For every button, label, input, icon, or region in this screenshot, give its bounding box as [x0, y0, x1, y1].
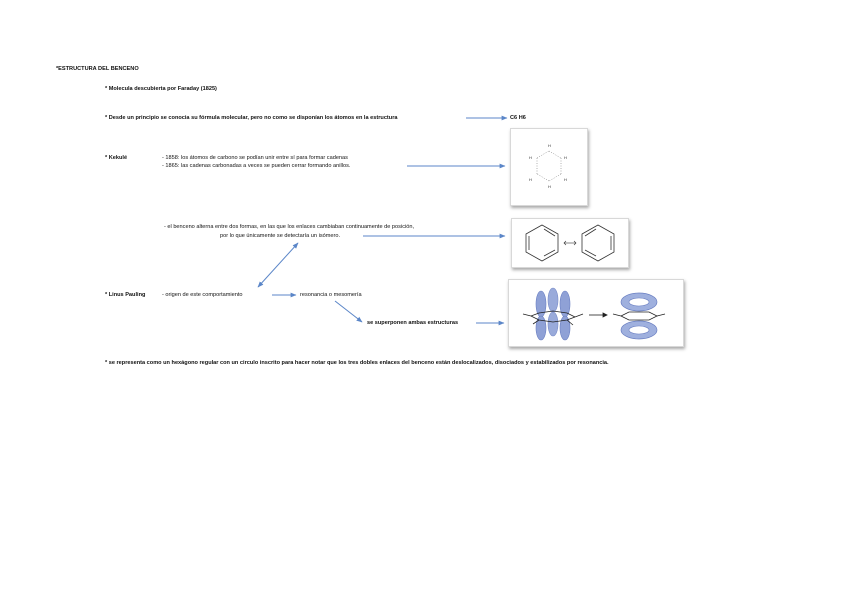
alternation-line-1: - el benceno alterna entre dos formas, en las que los enlaces cambiaban continuamente de posición, — [164, 224, 415, 230]
resonance-label: resonancia o mesomería — [300, 292, 362, 298]
pi-orbital-icon — [509, 280, 683, 346]
svg-text:H: H — [529, 177, 532, 182]
arrow-double-diagonal — [258, 243, 298, 287]
svg-text:H: H — [564, 155, 567, 160]
kekule-1865: - 1865: las cadenas carbonadas a veces se pueden cerrar formando anillos. — [162, 163, 351, 169]
svg-text:H: H — [529, 155, 532, 160]
page-title: *ESTRUCTURA DEL BENCENO — [56, 66, 139, 72]
pi-orbital-figure — [508, 279, 684, 347]
arrow-to-overlap — [335, 301, 362, 322]
overlap-label: se superponen ambas estructuras — [367, 320, 459, 326]
formula-line: * Desde un principio se conocia su fórmula molecular, pero no como se disponían los átomos en la estructura — [105, 115, 398, 121]
svg-text:H: H — [548, 184, 551, 189]
svg-text:H: H — [564, 177, 567, 182]
svg-text:H: H — [548, 143, 551, 148]
pauling-label: * Linus Pauling — [105, 292, 146, 298]
alternation-line-2: por lo que únicamente se detectaría un isómero. — [220, 233, 341, 239]
pauling-origin: - origen de este comportamiento — [162, 292, 243, 298]
kekule-label: * Kekulé — [105, 155, 128, 161]
kekule-structure-figure — [510, 128, 588, 206]
kekule-1858: - 1858: los átomos de carbono se podían unir entre sí para formar cadenas — [162, 155, 348, 161]
hexagon-carbon-ring-icon — [511, 129, 587, 205]
conclusion-line: * se representa como un hexágono regular con un circulo inscrito para hacer notar que los tres dobles enlaces del benceno están deslocalizados, disociados y estabilizados por resonancia. — [105, 360, 609, 366]
resonance-structures-figure — [511, 218, 629, 268]
molecular-formula: C6 H6 — [510, 115, 526, 121]
faraday-line: * Molecula descubierta por Faraday (1825) — [105, 86, 217, 92]
benzene-resonance-icon — [512, 219, 628, 267]
